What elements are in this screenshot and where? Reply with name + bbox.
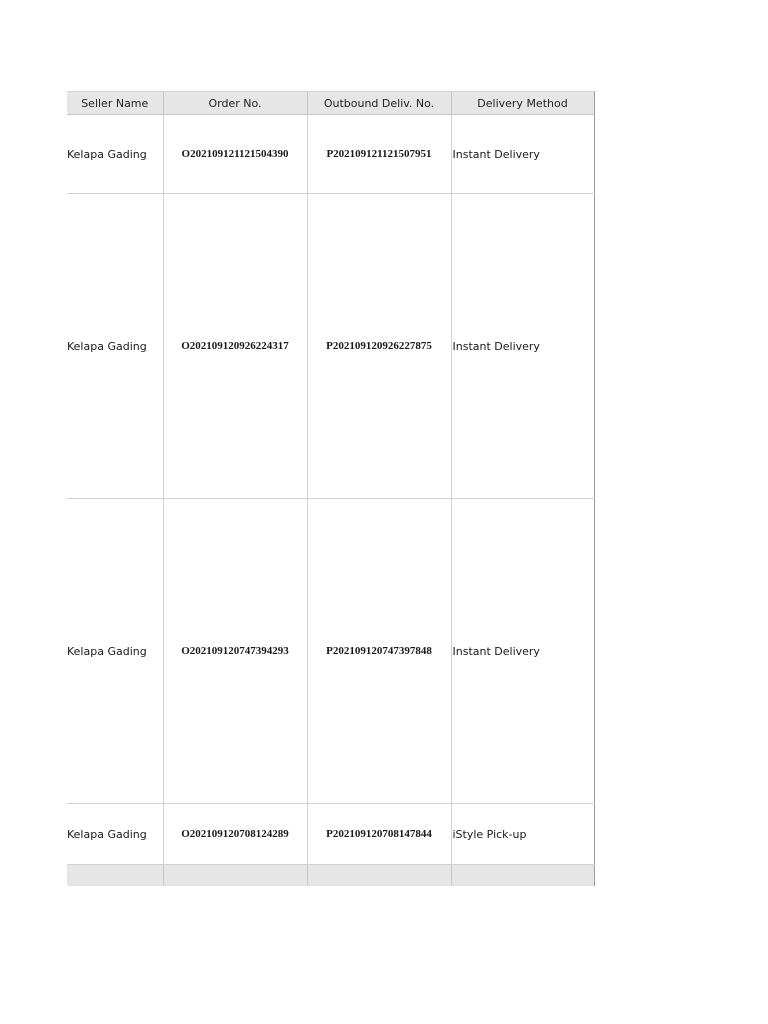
header-order-no: Order No. — [163, 92, 307, 115]
order-no-cell: O202109120926224317 — [163, 194, 307, 499]
table-body — [67, 115, 594, 887]
table-header — [67, 92, 594, 115]
header-row — [67, 92, 594, 115]
outbound-deliv-no-cell: P202109120926227875 — [307, 194, 451, 499]
delivery-method-cell: iStyle Pick-up — [451, 804, 594, 865]
empty-cell — [307, 865, 451, 887]
seller-name-cell: Kelapa Gading — [67, 499, 163, 804]
outbound-deliv-no-cell: P202109121121507951 — [307, 115, 451, 194]
header-delivery-method: Delivery Method — [451, 92, 594, 115]
header-outbound-deliv-no: Outbound Deliv. No. — [307, 92, 451, 115]
seller-name-cell: Kelapa Gading — [67, 115, 163, 194]
delivery-method-cell: Instant Delivery — [451, 499, 594, 804]
table-row — [67, 804, 594, 865]
table-row — [67, 115, 594, 194]
order-no-cell: O202109121121504390 — [163, 115, 307, 194]
empty-cell — [163, 865, 307, 887]
seller-name-cell: Kelapa Gading — [67, 194, 163, 499]
table-row — [67, 499, 594, 804]
order-no-cell: O202109120708124289 — [163, 804, 307, 865]
orders-table — [67, 91, 595, 886]
delivery-method-cell: Instant Delivery — [451, 115, 594, 194]
header-seller-name: Seller Name — [67, 92, 163, 115]
outbound-deliv-no-cell: P202109120708147844 — [307, 804, 451, 865]
empty-footer-row — [67, 865, 594, 887]
table-row — [67, 194, 594, 499]
empty-cell — [67, 865, 163, 887]
outbound-deliv-no-cell: P202109120747397848 — [307, 499, 451, 804]
order-no-cell: O202109120747394293 — [163, 499, 307, 804]
delivery-method-cell: Instant Delivery — [451, 194, 594, 499]
seller-name-cell: Kelapa Gading — [67, 804, 163, 865]
empty-cell — [451, 865, 594, 887]
